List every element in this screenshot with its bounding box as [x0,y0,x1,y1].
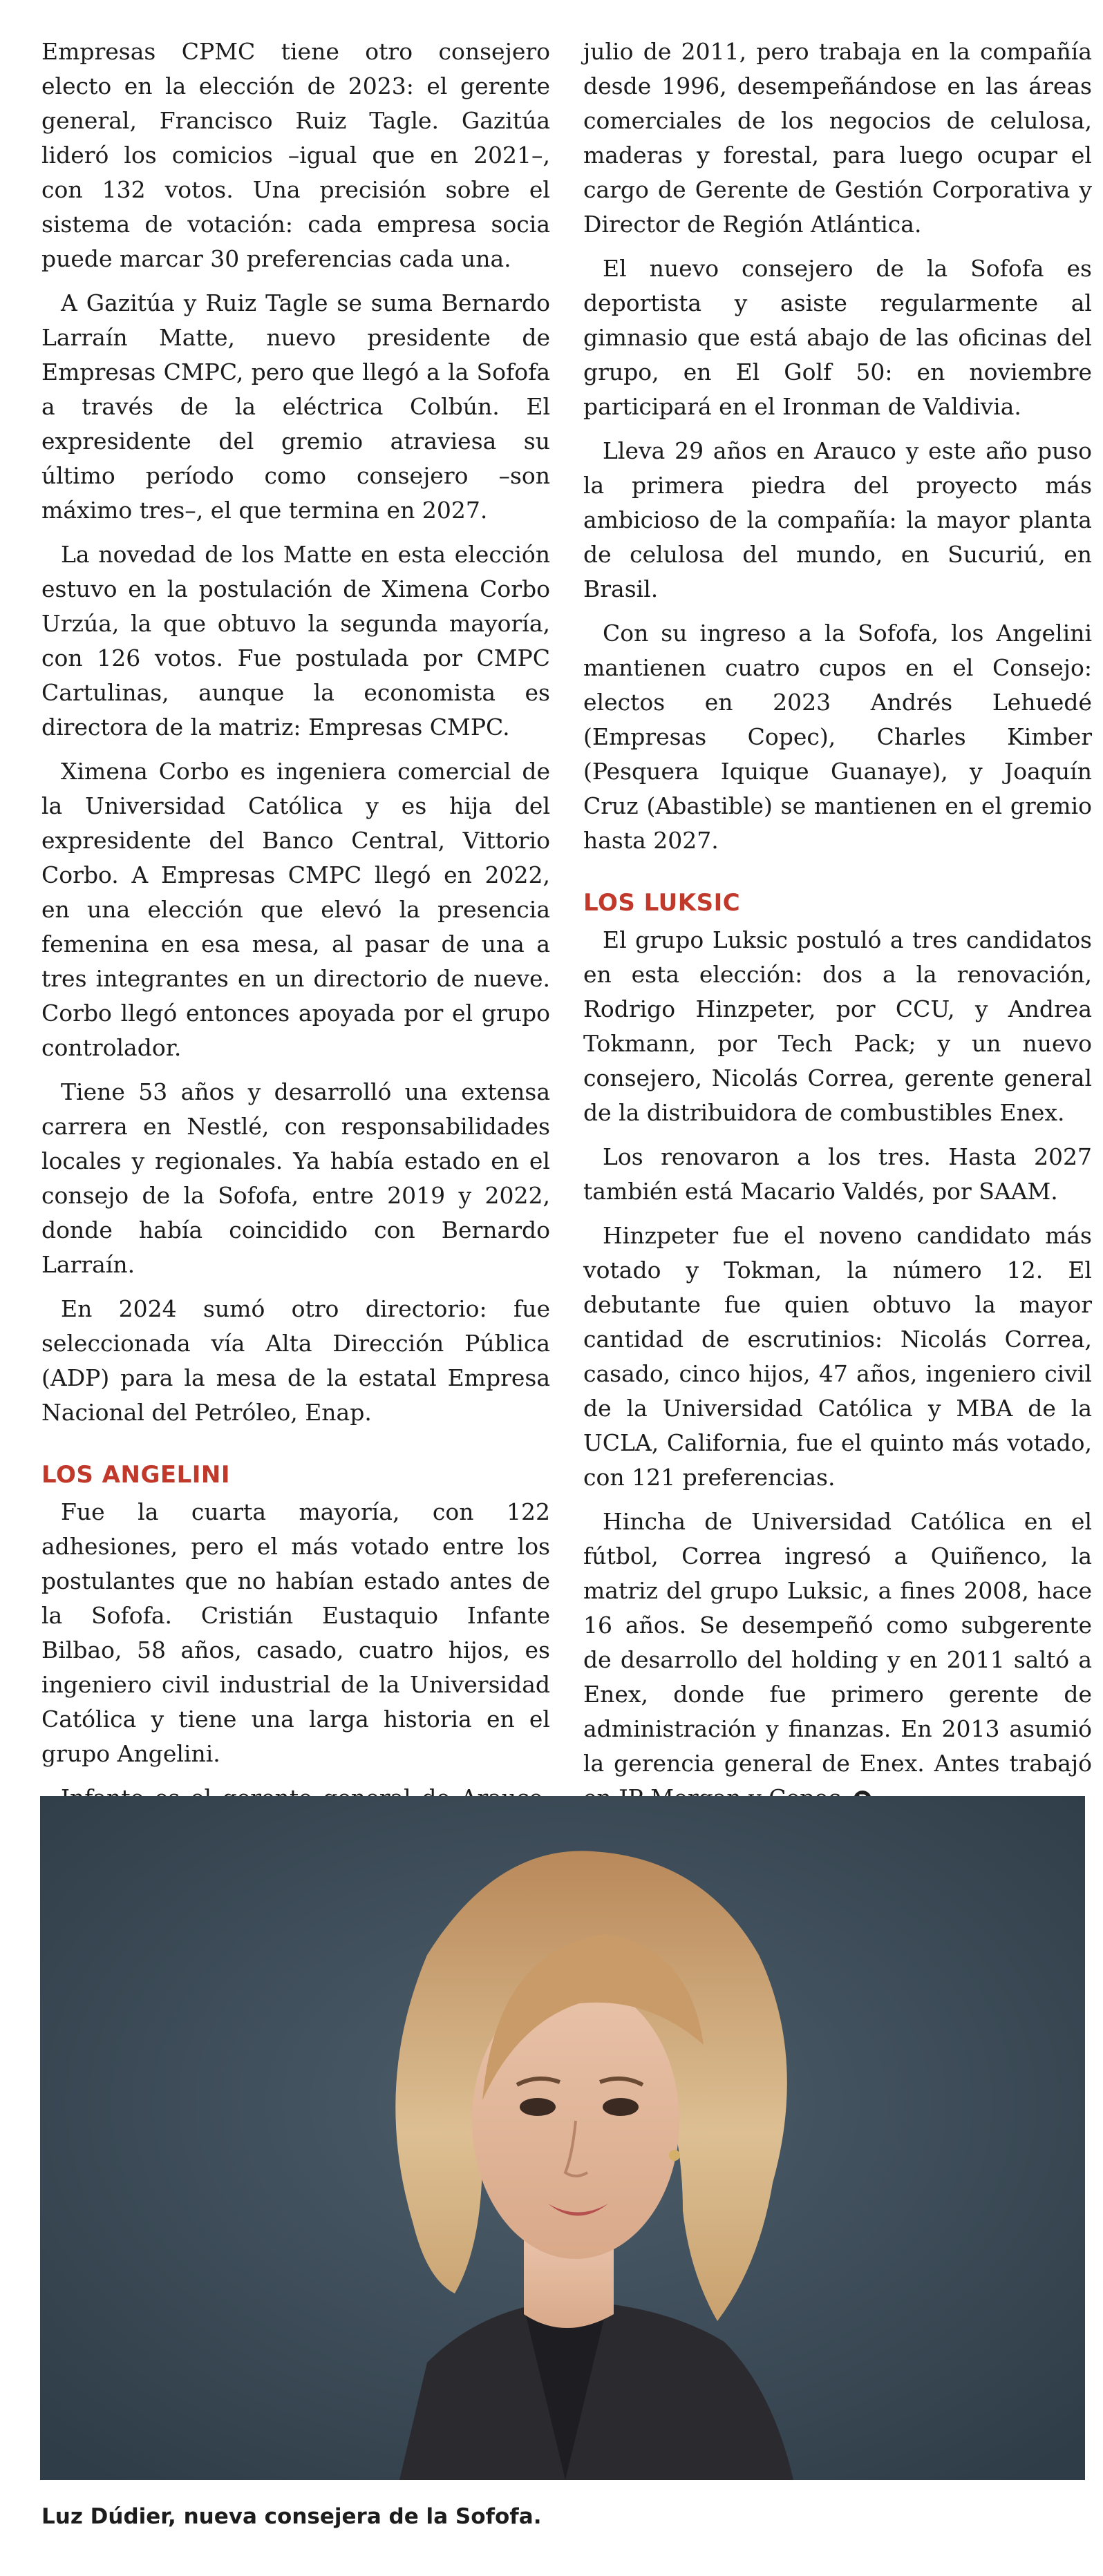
paragraph: En 2024 sumó otro directorio: fue seleccionada vía Alta Dirección Pública (ADP) para la mesa de la estatal Empresa Nacional del Petróleo, Enap. [41,1295,550,1426]
paragraph: Fue la cuarta mayoría, con 122 adhesiones, pero el más votado entre los postulantes que no habían estado antes de la Sofofa. Cristián Eustaquio Infante Bilbao, 58 años, casado, cuatro hijos, es ingeniero civil industrial de la Universidad Católica y tiene una larga historia en el grupo Angelini. [41,1498,550,1767]
photo-caption: Luz Dúdier, nueva consejera de la Sofofa. [41,2504,542,2529]
paragraph: Con su ingreso a la Sofofa, los Angelini mantienen cuatro cupos en el Consejo: electos en 2023 Andrés Lehuedé (Empresas Copec), Charles Kimber (Pesquera Iquique Guanaye), y Joaquín Cruz (Abastible) se mantienen en el gremio hasta 2027. [583,620,1092,854]
paragraph: El grupo Luksic postuló a tres candidatos en esta elección: dos a la renovación, Rodrigo Hinzpeter, por CCU, y Andrea Tokmann, por Tech Pack; y un nuevo consejero, Nicolás Correa, gerente general de la distribuidora de combustibles Enex. [583,926,1092,1126]
paragraph: El nuevo consejero de la Sofofa es deportista y asiste regularmente al gimnasio que está abajo de las oficinas del grupo, en El Golf 50: en noviembre participará en el Ironman de Valdivia. [583,255,1092,420]
earring [669,2150,680,2161]
paragraph: Tiene 53 años y desarrolló una extensa carrera en Nestlé, con responsabilidades locales y regionales. Ya había estado en el consejo de la Sofofa, entre 2019 y 2022, donde había coincidido con Bernardo Larraín. [41,1078,550,1278]
paragraph: La novedad de los Matte en esta elección estuvo en la postulación de Ximena Corbo Urzúa, la que obtuvo la segunda mayoría, con 126 votos. Fue postulada por CMPC Cartulinas, aunque la economista es directora de la matriz: Empresas CMPC. [41,541,550,741]
portrait-photo [40,1796,1085,2480]
paragraph: Lleva 29 años en Arauco y este año puso la primera piedra del proyecto más ambicioso de la compañía: la mayor planta de celulosa del mundo, en Sucuriú, en Brasil. [583,437,1092,602]
paragraph: Hinzpeter fue el noveno candidato más votado y Tokman, la número 12. El debutante fue quien obtuvo la mayor cantidad de escrutinios: Nicolás Correa, casado, cinco hijos, 47 años, ingeniero civil de la Universidad Católica y MBA de la UCLA, California, fue el quinto más votado, con 121 preferencias. [583,1222,1092,1491]
paragraph: Empresas CPMC tiene otro consejero electo en la elección de 2023: el gerente general, Francisco Ruiz Tagle. Gazitúa lideró los comicios –igual que en 2021–, con 132 votos. Una precisión sobre el sistema de votación: cada empresa socia puede marcar 30 preferencias cada una. [41,38,550,272]
article-columns [41,35,1092,1789]
column-left [41,35,550,1789]
paragraph: A Gazitúa y Ruiz Tagle se suma Bernardo Larraín Matte, nuevo presidente de Empresas CMPC, pero que llegó a la Sofofa a través de la eléctrica Colbún. El expresidente del gremio atraviesa su último período como consejero –son máximo tres–, el que termina en 2027. [41,289,550,524]
section-heading-luksic: LOS LUKSIC [583,889,741,917]
section-heading-angelini: LOS ANGELINI [41,1461,231,1489]
portrait-illustration [40,1796,1085,2480]
paragraph-text: Hincha de Universidad Católica en el fútbol, Correa ingresó a Quiñenco, la matriz del grupo Luksic, a fines 2008, hace 16 años. Se desempeñó como subgerente de desarrollo del holding y en 2011 saltó a Enex, donde fue primero gerente de administración y finanzas. En 2013 asumió la gerencia general de Enex. Antes trabajó [583,1508,1092,1777]
paragraph: Los renovaron a los tres. Hasta 2027 también está Macario Valdés, por SAAM. [583,1143,1092,1205]
column-right [583,35,1092,1789]
left-eye [520,2098,556,2116]
paragraph-last [583,1505,1092,1815]
right-eye [603,2098,639,2116]
paragraph: julio de 2011, pero trabaja en la compañía desde 1996, desempeñándose en las áreas comerciales de los negocios de celulosa, maderas y forestal, para luego ocupar el cargo de Gerente de Gestión Corporativa y Director de Región Atlántica. [583,38,1092,238]
paragraph: Ximena Corbo es ingeniera comercial de la Universidad Católica y es hija del expresidente del Banco Central, Vittorio Corbo. A Empresas CMPC llegó en 2022, en una elección que elevó la presencia femenina en esa mesa, al pasar de una a tres integrantes en un directorio de nueve. Corbo llegó entonces apoyada por el grupo controlador. [41,758,550,1061]
